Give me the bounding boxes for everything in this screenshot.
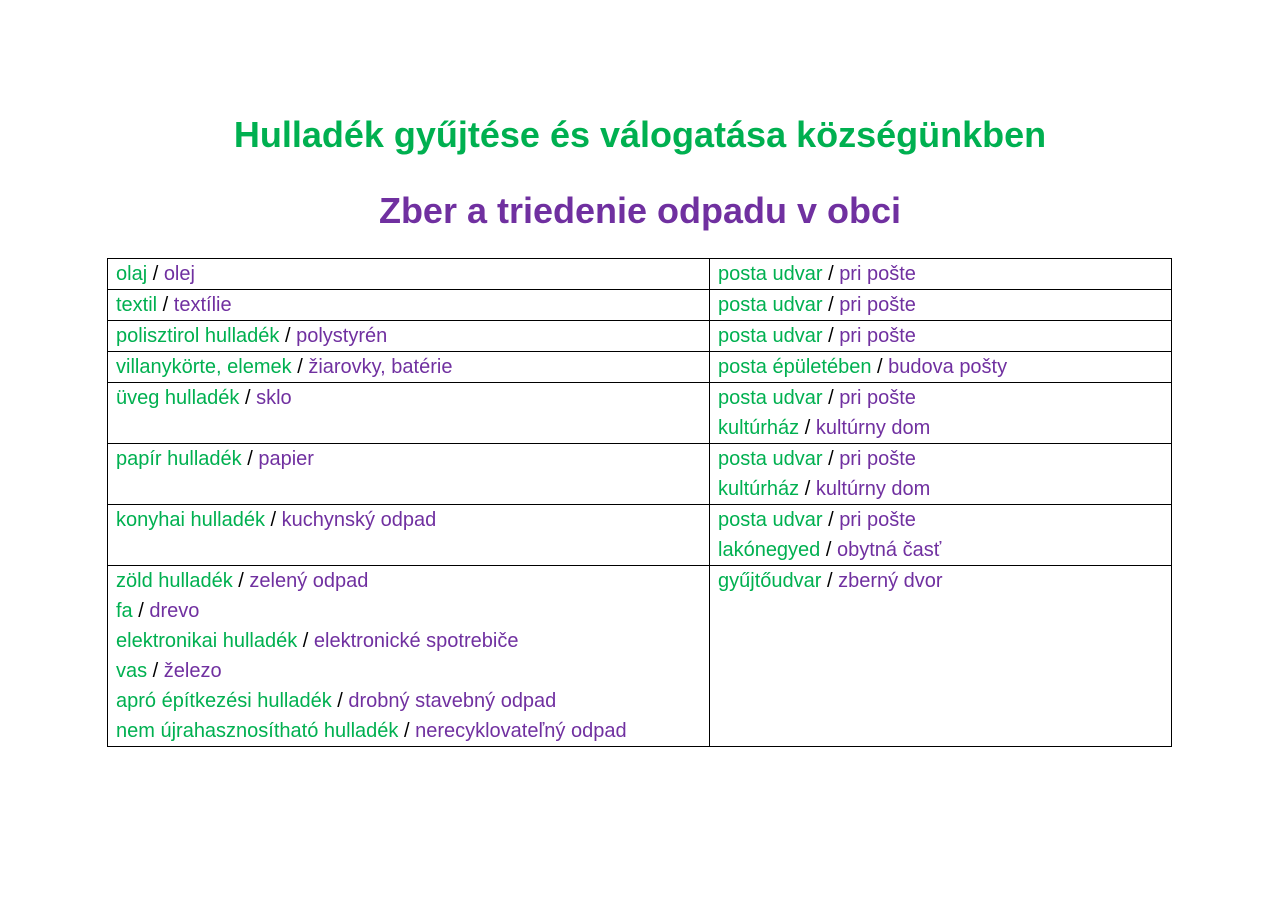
slovak-text: nerecyklovateľný odpad [415,720,627,742]
language-separator: / [871,356,889,378]
hungarian-text: kultúrház [718,478,800,500]
slovak-text: polystyrén [296,325,388,347]
language-separator: / [279,325,297,347]
slovak-text: pri pošte [839,263,916,285]
language-separator: / [822,509,840,531]
hungarian-text: posta udvar [718,294,823,316]
collection-point-line [718,290,1163,320]
slovak-text: pri pošte [839,509,916,531]
waste-type-line [116,566,701,596]
slovak-text: sklo [256,387,292,409]
language-separator: / [241,448,259,470]
table-body [108,259,1172,747]
collection-point-cell [710,444,1172,505]
language-separator: / [822,387,840,409]
slovak-text: olej [163,263,195,285]
language-separator: / [822,294,840,316]
hungarian-text: papír hulladék [116,448,242,470]
waste-type-line [116,596,701,626]
slovak-text: textílie [173,294,232,316]
hungarian-text: posta épületében [718,356,872,378]
waste-type-line [116,321,701,351]
waste-type-line [116,505,701,535]
table-row [108,566,1172,747]
hungarian-text: zöld hulladék [116,570,233,592]
table-row [108,505,1172,566]
collection-point-line [718,413,1163,443]
collection-point-line [718,383,1163,413]
table-row [108,290,1172,321]
language-separator: / [799,478,816,500]
table-row [108,352,1172,383]
language-separator: / [132,600,150,622]
waste-type-cell [108,290,710,321]
language-separator: / [331,690,349,712]
waste-type-cell [108,383,710,444]
language-separator: / [799,417,816,439]
waste-type-line [116,352,701,382]
collection-point-line [718,566,1163,596]
slovak-text: pri pošte [839,325,916,347]
language-separator: / [297,630,314,652]
title-hungarian: Hulladék gyűjtése és válogatása községünkben [233,114,1047,155]
slovak-text: železo [163,660,222,682]
hungarian-text: lakónegyed [718,539,821,561]
table-row [108,444,1172,505]
waste-type-line [116,290,701,320]
hungarian-text: posta udvar [718,263,823,285]
title-slovak: Zber a triedenie odpadu v obci [378,190,902,231]
slovak-text: kultúrny dom [815,417,931,439]
hungarian-text: villanykörte, elemek [116,356,298,378]
slovak-text: elektronické spotrebiče [313,630,519,652]
language-separator: / [239,387,257,409]
waste-type-cell [108,505,710,566]
collection-point-cell [710,383,1172,444]
slovak-text: pri pošte [839,294,916,316]
collection-point-cell [710,290,1172,321]
language-separator: / [822,448,840,470]
waste-type-line [116,259,701,289]
hungarian-text: olaj [116,263,148,285]
collection-point-line [718,505,1163,535]
language-separator: / [297,356,309,378]
language-separator: / [822,325,840,347]
collection-point-line [718,444,1163,474]
waste-type-line [116,444,701,474]
slovak-text: kultúrny dom [815,478,931,500]
hungarian-text: gyűjtőudvar [718,570,822,592]
hungarian-text: elektronikai hulladék [116,630,298,652]
slovak-text: budova pošty [888,356,1008,378]
hungarian-text: posta udvar [718,448,823,470]
slovak-text: papier [258,448,314,470]
collection-point-cell [710,259,1172,290]
slovak-text: pri pošte [839,448,916,470]
hungarian-text: posta udvar [718,387,823,409]
language-separator: / [147,660,164,682]
language-separator: / [821,570,839,592]
waste-type-cell [108,566,710,747]
collection-point-cell [710,566,1172,747]
language-separator: / [157,294,174,316]
slovak-text: drobný stavebný odpad [348,690,557,712]
slovak-text: kuchynský odpad [281,509,437,531]
hungarian-text: posta udvar [718,509,823,531]
waste-type-cell [108,259,710,290]
hungarian-text: posta udvar [718,325,823,347]
slovak-text: zelený odpad [249,570,369,592]
waste-type-line [116,716,701,746]
hungarian-text: konyhai hulladék [116,509,265,531]
waste-type-line [116,626,701,656]
collection-point-line [718,474,1163,504]
slovak-text: drevo [149,600,200,622]
hungarian-text: nem újrahasznosítható hulladék [116,720,399,742]
collection-point-cell [710,352,1172,383]
language-separator: / [232,570,250,592]
slovak-text: zberný dvor [838,570,943,592]
waste-type-cell [108,444,710,505]
hungarian-text: kultúrház [718,417,800,439]
collection-point-cell [710,321,1172,352]
slovak-text: žiarovky, batérie [308,356,453,378]
waste-type-line [116,656,701,686]
hungarian-text: textil [116,294,158,316]
slovak-text: pri pošte [839,387,916,409]
table-row [108,321,1172,352]
table-row [108,383,1172,444]
hungarian-text: apró építkezési hulladék [116,690,332,712]
collection-point-line [718,321,1163,351]
hungarian-text: üveg hulladék [116,387,240,409]
language-separator: / [822,263,840,285]
hungarian-text: fa [116,600,133,622]
collection-point-line [718,352,1163,382]
waste-type-cell [108,321,710,352]
collection-point-cell [710,505,1172,566]
language-separator: / [147,263,164,285]
slovak-text: obytná časť [836,539,942,561]
collection-point-line [718,535,1163,565]
language-separator: / [265,509,282,531]
waste-collection-table [107,258,1172,747]
table-row [108,259,1172,290]
language-separator: / [820,539,837,561]
waste-type-cell [108,352,710,383]
hungarian-text: vas [116,660,148,682]
language-separator: / [398,720,416,742]
waste-type-line [116,686,701,716]
hungarian-text: polisztirol hulladék [116,325,280,347]
collection-point-line [718,259,1163,289]
waste-type-line [116,383,701,413]
